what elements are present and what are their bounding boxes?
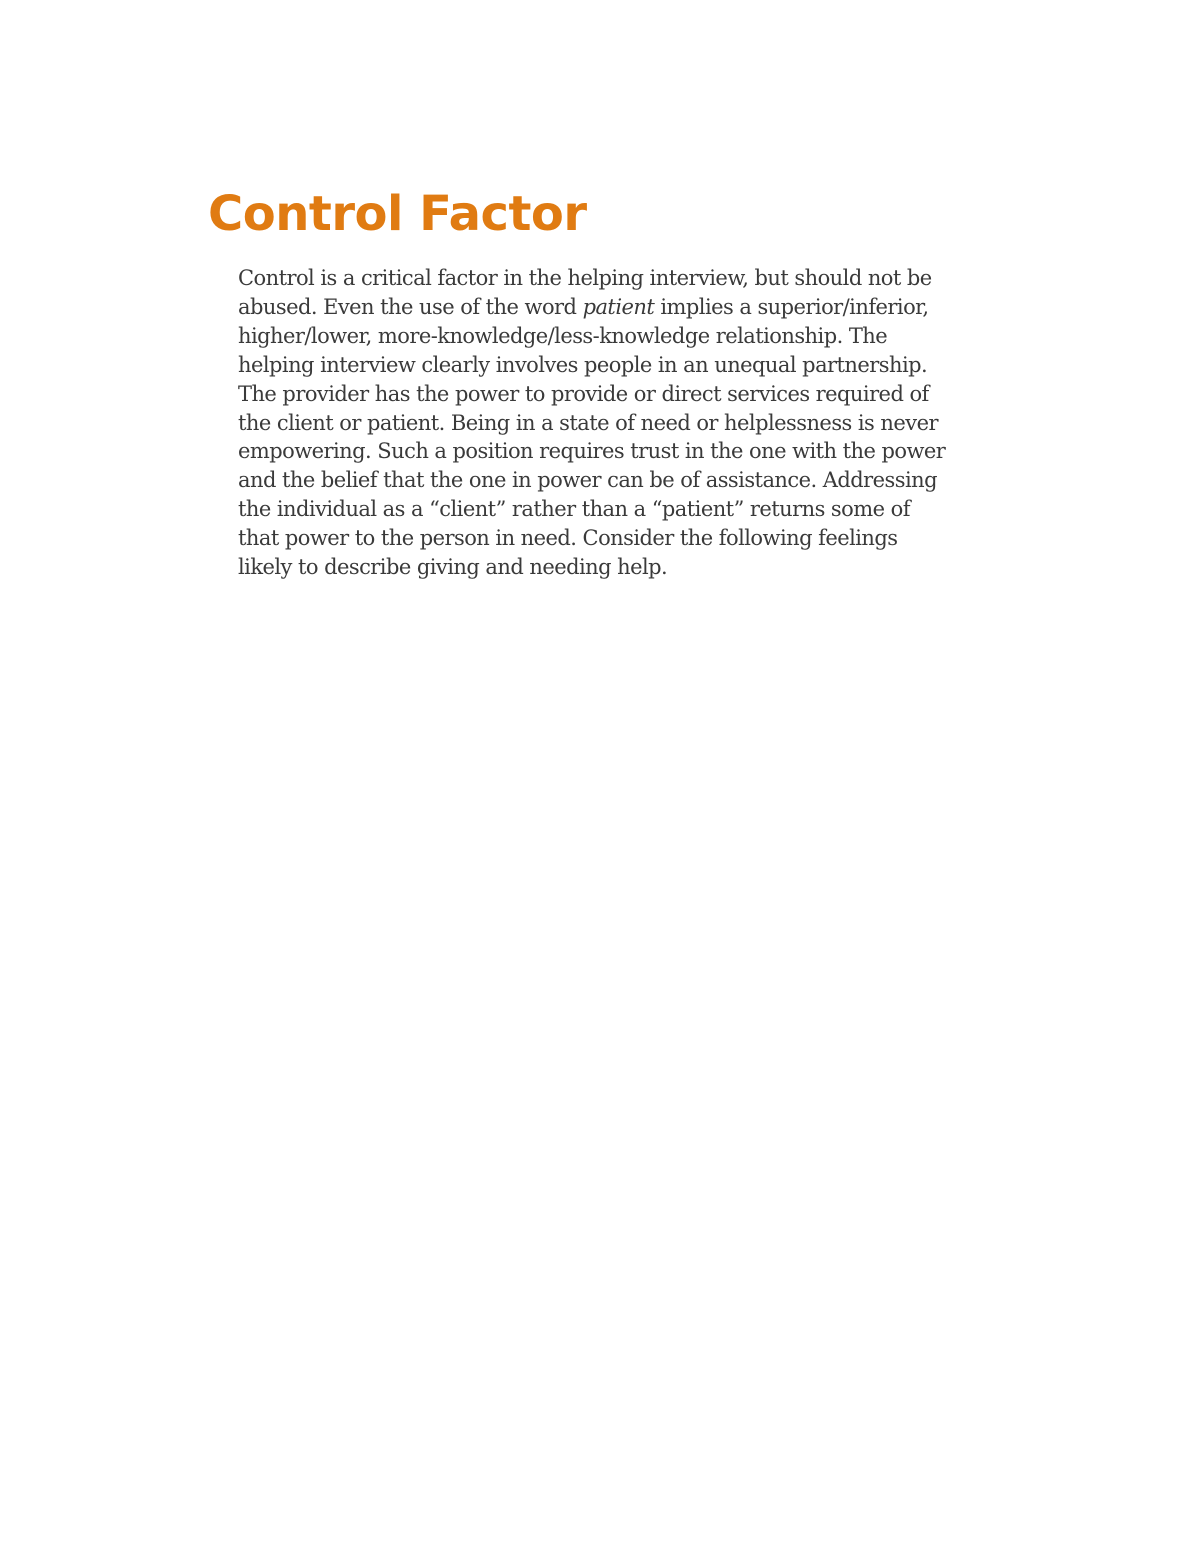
paragraph-line: helping interview clearly involves people in an unequal partnership. xyxy=(238,352,928,377)
paragraph-line xyxy=(238,293,978,322)
paragraph-line: Control is a critical factor in the helping interview, but should not be xyxy=(238,266,932,290)
paragraph-line: the individual as a “client” rather than a “patient” returns some of xyxy=(238,497,910,522)
emphasized-word: patient xyxy=(582,294,655,319)
paragraph-line: The provider has the power to provide or direct services required of xyxy=(238,381,929,406)
body-paragraph xyxy=(238,264,978,582)
line-text: implies a superior/inferior, xyxy=(654,294,929,319)
paragraph-line: empowering. Such a position requires trust in the one with the power xyxy=(238,439,946,464)
paragraph-line: that power to the person in need. Consider the following feelings xyxy=(238,526,898,551)
page-title: Control Factor xyxy=(208,186,587,242)
paragraph-line: likely to describe giving and needing help. xyxy=(238,555,668,580)
line-text: abused. Even the use of the word xyxy=(238,294,583,319)
paragraph-line: higher/lower, more-knowledge/less-knowledge relationship. The xyxy=(238,323,888,348)
paragraph-line: the client or patient. Being in a state of need or helplessness is never xyxy=(238,410,938,435)
paragraph-line: and the belief that the one in power can be of assistance. Addressing xyxy=(238,468,937,493)
